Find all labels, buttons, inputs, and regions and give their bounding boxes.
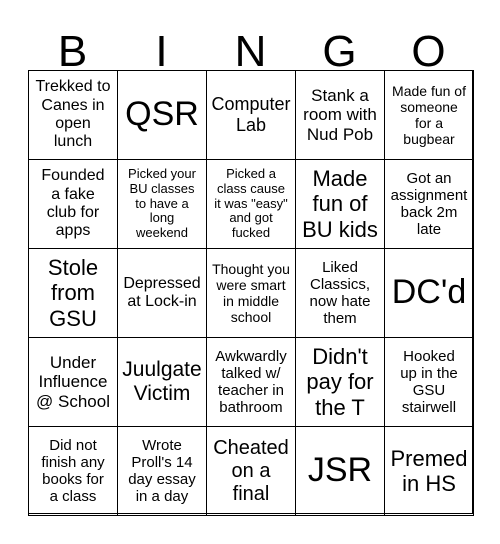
bingo-square-r4-c2[interactable] — [117, 337, 207, 427]
header-letter-b: B — [57, 27, 88, 76]
bingo-square-r2-c4[interactable] — [295, 159, 385, 249]
bingo-square-r1-c4[interactable] — [295, 70, 385, 160]
bingo-square-label: Premed in HS — [390, 445, 468, 496]
bingo-square-label: Thought you were smart in middle school — [212, 260, 290, 326]
bingo-square-label: Wrote Proll's 14 day essay in a day — [128, 436, 196, 506]
bingo-square-r1-c2[interactable] — [117, 70, 207, 160]
bingo-square-label: Got an assignment back 2m late — [390, 169, 468, 239]
bingo-square-label: Under Influence @ School — [36, 352, 110, 411]
bingo-square-r5-c4[interactable] — [295, 426, 385, 516]
bingo-square-r4-c4[interactable] — [295, 337, 385, 427]
bingo-square-label: Computer Lab — [211, 94, 291, 135]
bingo-square-label: Awkwardly talked w/ teacher in bathroom — [215, 347, 287, 417]
bingo-square-label: Cheated on a final — [213, 436, 289, 505]
bingo-square-label: Made fun of BU kids — [302, 166, 378, 242]
bingo-square-label: Stank a room with Nud Pob — [303, 85, 377, 144]
bingo-square-r4-c1[interactable] — [28, 337, 118, 427]
bingo-square-r3-c4[interactable] — [295, 248, 385, 338]
bingo-square-label: Founded a fake club for apps — [41, 167, 105, 240]
bingo-square-r2-c1[interactable] — [28, 159, 118, 249]
bingo-square-label: Stole from GSU — [47, 255, 99, 331]
bingo-square-label: Depressed at Lock-in — [123, 274, 201, 310]
bingo-square-r1-c5[interactable] — [384, 70, 474, 160]
bingo-square-r2-c5[interactable] — [384, 159, 474, 249]
bingo-header — [28, 0, 473, 76]
bingo-square-label: Did not finish any books for a class — [41, 436, 105, 506]
bingo-square-label: Didn't pay for the T — [306, 344, 374, 420]
bingo-square-r2-c3[interactable] — [206, 159, 296, 249]
bingo-board — [28, 70, 473, 514]
bingo-square-r2-c2[interactable] — [117, 159, 207, 249]
bingo-square-r5-c1[interactable] — [28, 426, 118, 516]
bingo-square-r5-c5[interactable] — [384, 426, 474, 516]
bingo-square-r3-c3[interactable] — [206, 248, 296, 338]
bingo-square-label: DC'd — [391, 273, 467, 312]
bingo-square-r1-c1[interactable] — [28, 70, 118, 160]
bingo-square-label: Liked Classics, now hate them — [309, 258, 371, 328]
header-letter-g: G — [322, 27, 357, 76]
bingo-square-r1-c3[interactable] — [206, 70, 296, 160]
bingo-square-r3-c1[interactable] — [28, 248, 118, 338]
bingo-square-label: Hooked up in the GSU stairwell — [400, 347, 458, 417]
header-letter-o: O — [411, 27, 446, 76]
bingo-square-r5-c3[interactable] — [206, 426, 296, 516]
bingo-square-label: JSR — [307, 451, 373, 490]
header-letter-i: I — [155, 27, 168, 76]
bingo-square-label: Picked your BU classes to have a long weekend — [128, 165, 196, 241]
bingo-square-r3-c5[interactable] — [384, 248, 474, 338]
bingo-square-r3-c2[interactable] — [117, 248, 207, 338]
bingo-square-r4-c5[interactable] — [384, 337, 474, 427]
bingo-square-r5-c2[interactable] — [117, 426, 207, 516]
bingo-square-label: Picked a class cause it was "easy" and got fucked — [214, 165, 288, 241]
bingo-square-label: Trekked to Canes in open lunch — [35, 78, 111, 151]
bingo-square-label: Made fun of someone for a bugbear — [392, 82, 466, 148]
bingo-square-label: Juulgate Victim — [122, 357, 202, 405]
bingo-square-r4-c3[interactable] — [206, 337, 296, 427]
bingo-square-label: QSR — [125, 95, 199, 134]
header-letter-n: N — [234, 27, 267, 76]
